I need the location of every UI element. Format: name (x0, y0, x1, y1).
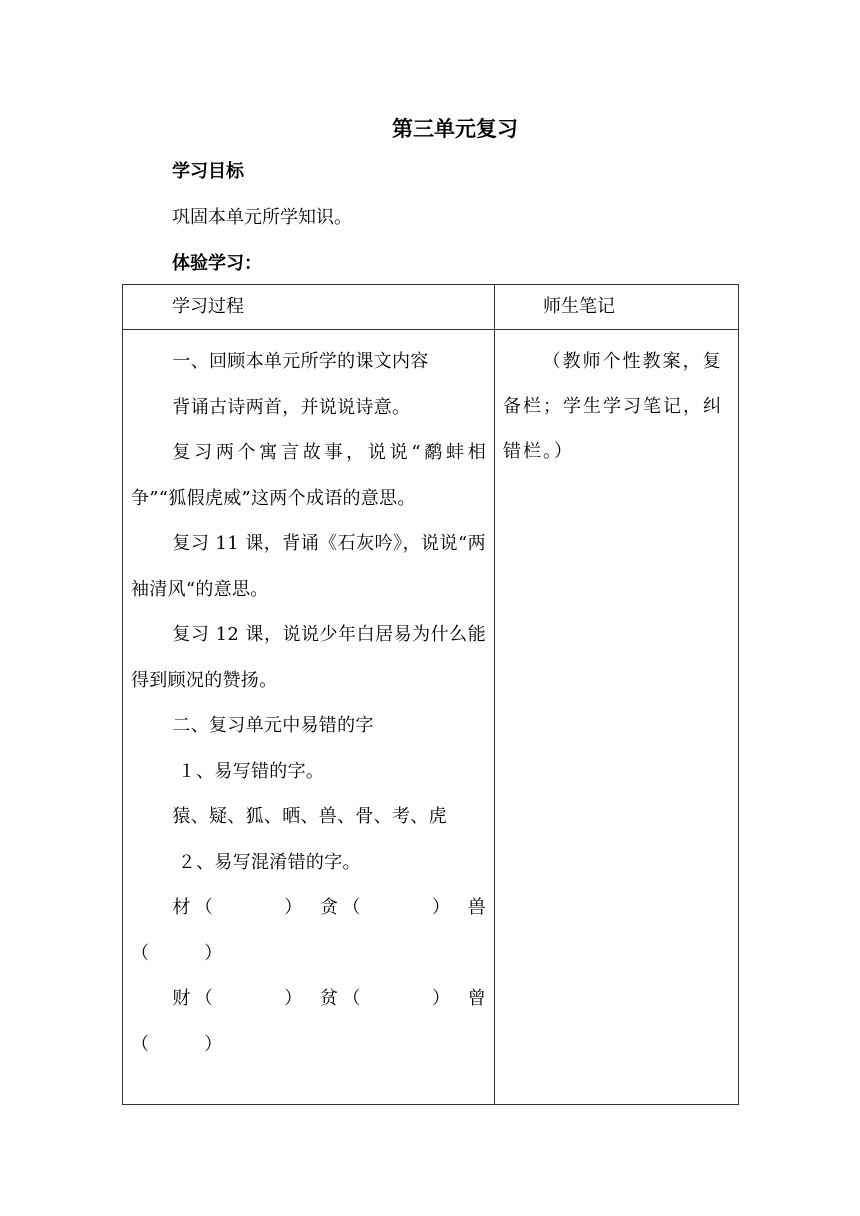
header-learning-process: 学习过程 (123, 285, 495, 330)
study-table (122, 284, 739, 1105)
paragraph: １、易写错的字。 (177, 760, 325, 782)
table-header-row (123, 285, 739, 330)
notes-text: （教师个性教案，复备栏；学生学习笔记，纠错栏。） (503, 351, 723, 462)
header-notes: 师生笔记 (495, 285, 739, 330)
paragraph: 背诵古诗两首，并说说诗意。 (172, 396, 411, 418)
table-body-row (123, 330, 739, 1105)
paragraph: ２、易写混淆错的字。 (177, 851, 361, 873)
learning-goal-heading: 学习目标 (172, 161, 244, 182)
fill-blank-row: 材（ ） 贪（ ） 兽（ ） (131, 897, 486, 964)
page-title: 第三单元复习 (392, 117, 518, 141)
paragraph: 复习两个寓言故事，说说“鹬蚌相争”“狐假虎威”这两个成语的意思。 (131, 442, 486, 509)
learning-goal-text: 巩固本单元所学知识。 (172, 207, 352, 228)
notes-cell (495, 330, 739, 1105)
paragraph: 猿、疑、狐、晒、兽、骨、考、虎 (172, 806, 447, 827)
paragraph: 复习 12 课，说说少年白居易为什么能得到顾况的赞扬。 (131, 624, 486, 691)
experience-learning-heading: 体验学习： (172, 253, 262, 274)
paragraph: 复习 11 课，背诵《石灰吟》，说说“两袖清风“的意思。 (131, 533, 486, 600)
paragraph: 二、复习单元中易错的字 (172, 715, 374, 736)
fill-blank-row: 财（ ） 贫（ ） 曾（ ） (131, 988, 486, 1055)
paragraph: 一、回顾本单元所学的课文内容 (172, 351, 429, 372)
learning-process-cell (123, 330, 495, 1105)
